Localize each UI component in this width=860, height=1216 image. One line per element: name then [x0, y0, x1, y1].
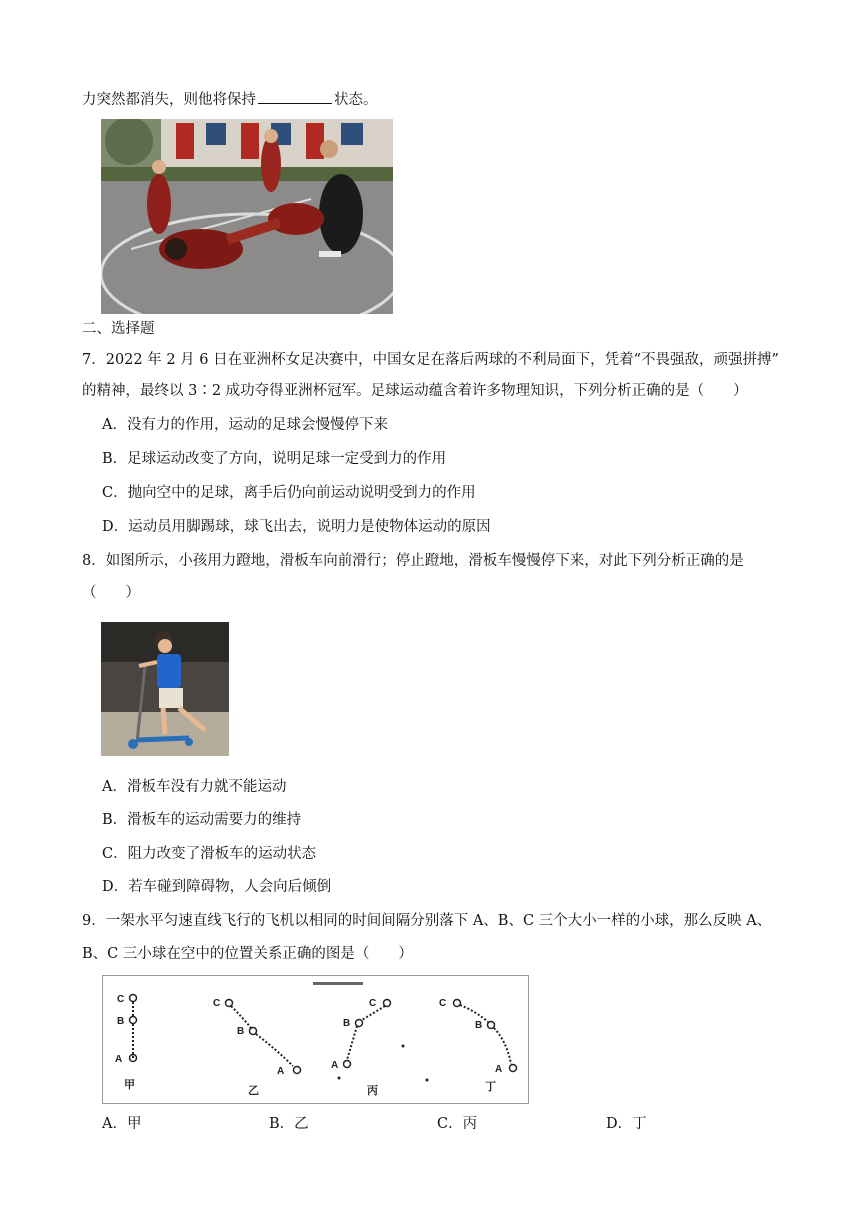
- q7-option-a[interactable]: A．没有力的作用，运动的足球会慢慢停下来: [102, 417, 388, 433]
- fig-caption-bing: 丙: [367, 1085, 378, 1097]
- fig-bing-label-c: C: [369, 998, 377, 1009]
- q6-text-after: 状态。: [334, 92, 378, 108]
- q7-option-c[interactable]: C．抛向空中的足球，离手后仍向前运动说明受到力的作用: [102, 485, 476, 501]
- fig-yi-label-c: C: [213, 998, 221, 1009]
- fig-yi-label-b: B: [237, 1026, 245, 1037]
- q9-option-d[interactable]: D．丁: [606, 1116, 647, 1132]
- q8-option-a[interactable]: A．滑板车没有力就不能运动: [102, 779, 287, 795]
- fig-yi-label-a: A: [277, 1066, 285, 1077]
- q8-option-d[interactable]: D．若车碰到障碍物，人会向后倾倒: [102, 879, 332, 895]
- game-photo: [101, 119, 393, 314]
- fig-caption-jia: 甲: [124, 1079, 135, 1091]
- question-6-tail: [82, 89, 378, 110]
- q9-option-c[interactable]: C．丙: [437, 1116, 478, 1132]
- fig-caption-ding: 丁: [485, 1081, 496, 1093]
- fig-jia-label-b: B: [117, 1016, 125, 1027]
- fig-bing-label-a: A: [331, 1060, 339, 1071]
- q9-option-b[interactable]: B．乙: [269, 1116, 309, 1132]
- q8-stem-line1: 8．如图所示，小孩用力蹬地，滑板车向前滑行；停止蹬地，滑板车慢慢停下来，对此下列分析正确的是: [82, 553, 744, 569]
- q8-option-b[interactable]: B．滑板车的运动需要力的维持: [102, 812, 302, 828]
- fig-ding-label-a: A: [495, 1064, 503, 1075]
- ball-position-figure: [102, 975, 529, 1104]
- fig-jia-label-c: C: [117, 994, 125, 1005]
- scooter-photo-image: [101, 622, 229, 756]
- q8-option-c[interactable]: C．阻力改变了滑板车的运动状态: [102, 846, 317, 862]
- fig-ding-label-c: C: [439, 998, 447, 1009]
- fig-bing-label-b: B: [343, 1018, 351, 1029]
- q7-option-d[interactable]: D．运动员用脚踢球，球飞出去，说明力是使物体运动的原因: [102, 519, 491, 535]
- ball-position-diagrams: [103, 976, 528, 1103]
- q9-stem-line1: 9．一架水平匀速直线飞行的飞机以相同的时间间隔分别落下 A、B、C 三个大小一样的小球，那么反映 A、: [82, 913, 772, 929]
- fig-jia-label-a: A: [115, 1054, 123, 1065]
- q8-stem-line2: （ ）: [82, 585, 140, 601]
- q9-option-a[interactable]: A．甲: [102, 1116, 142, 1132]
- fig-caption-yi: 乙: [248, 1085, 259, 1097]
- q9-stem-line2: B、C 三小球在空中的位置关系正确的图是（ ）: [82, 946, 413, 962]
- section-heading: 二、选择题: [82, 321, 155, 337]
- q7-option-b[interactable]: B．足球运动改变了方向，说明足球一定受到力的作用: [102, 451, 447, 467]
- answer-blank: [258, 89, 332, 104]
- scooter-photo: [101, 622, 229, 756]
- q7-stem-line1: 7．2022 年 2 月 6 日在亚洲杯女足决赛中，中国女足在落后两球的不利局面下，凭着“不畏强敌，顽强拼搏”: [82, 352, 779, 368]
- q6-text-before: 力突然都消失，则他将保持: [82, 92, 256, 108]
- fig-ding-label-b: B: [475, 1020, 483, 1031]
- q7-stem-line2: 的精神，最终以 3∶2 成功夺得亚洲杯冠军。足球运动蕴含着许多物理知识，下列分析正确的是（ ）: [82, 383, 748, 399]
- game-photo-image: [101, 119, 393, 314]
